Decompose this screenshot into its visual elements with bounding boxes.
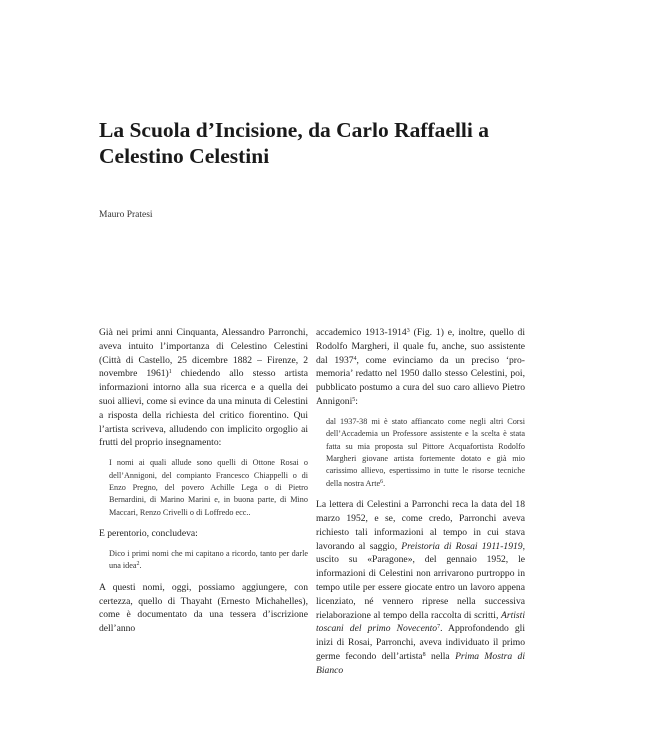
footnote-ref: 6 [380, 478, 384, 485]
text: La lettera di Celestini a Parronchi reca la data del 18 marzo 1952, e se, come credo, Parronchi aveva richiesto tali informazioni al tempo in cui stava lavorando al saggio, [316, 499, 525, 552]
block-quote [326, 416, 525, 490]
text: accademico 1913-1914 [316, 327, 407, 338]
text: Già nei primi anni Cinquanta, Alessandro Parronchi, aveva intuito l’importanza di Celestino Celestini (Città di Castello, 25 dicembre 1882 – Firenze, 2 novembre 1961) [99, 327, 308, 380]
text: nella [425, 650, 456, 662]
article-title [99, 117, 559, 169]
footnote-ref: 5 [352, 396, 356, 403]
text: Dico i primi nomi che mi capitano a ricordo, tanto per darle una idea [109, 549, 308, 571]
paragraph [316, 326, 525, 409]
footnote-ref: 7 [437, 624, 441, 631]
italic-title: Prima Mostra di Bianco [316, 650, 525, 676]
paragraph: A questi nomi, oggi, possiamo aggiungere, con certezza, quello di Thayaht (Ernesto Michahelles), come è documentato da una tessera d’iscrizione dell’anno [99, 581, 308, 635]
left-column [99, 326, 308, 636]
text: . [139, 561, 142, 571]
text: , come evinciamo da un preciso ‘pro-memoria’ redatto nel 1950 dallo stesso Celestini, poi, pubblicato postumo a cura del suo caro allievo Pietro Annigoni [316, 354, 525, 407]
footnote-ref: 8 [422, 651, 426, 658]
block-quote [109, 548, 308, 573]
footnote-ref: 3 [406, 328, 410, 334]
italic-title: Preistoria di Rosai 1911-1919 [401, 540, 523, 552]
text: chiedendo allo stesso artista informazioni intorno alla sua ricerca e a quella dei suoi allievi, come si evince da una minuta di Celestini a risposta della richiesta del critico fiorentino. Qui l’artista scriveva, alludendo con implicito orgoglio ai frutti del proprio insegnamento: [99, 368, 308, 449]
footnote-ref: 1 [168, 369, 172, 376]
block-quote: I nomi ai quali allude sono quelli di Ottone Rosai o dell’Annigoni, del compianto Francesco Chiappelli o di Enzo Pregno, del povero Achille Lega o di Pietro Bernardini, di Marino Marini e, in buona parte, di Mino Maccari, Renzo Crivelli o di Loffredo ecc.. [109, 458, 308, 517]
paragraph [99, 326, 308, 450]
text: . Approfondendo gli inizi di Rosai, Parronchi, aveva individuato il primo germe fecondo dell’artista [316, 623, 525, 662]
footnote-ref: 2 [136, 561, 140, 568]
right-column [316, 326, 525, 678]
author-name: Mauro Pratesi [99, 210, 153, 220]
italic-title: Artisti toscani del primo Novecento [316, 609, 525, 635]
paragraph [316, 498, 525, 677]
text: , uscito su «Paragone», del gennaio 1952, le informazioni di Celestini non arrivarono purtroppo in tempo utile per essere giocate entro un lavoro appena licenziato, né vennero riprese nella successiva rielaborazione al tempo della raccolta di scritti, [316, 540, 525, 621]
text: : [355, 395, 358, 407]
title-line-1: La Scuola d’Incisione, da Carlo Raffaelli a [99, 118, 490, 142]
title-line-2: Celestino Celestini [99, 144, 270, 168]
paragraph: E perentorio, concludeva: [99, 528, 198, 540]
text: dal 1937-38 mi è stato affiancato come negli altri Corsi dell’Accademia un Professore assistente e la scelta è stata fatta su mia proposta sul Pittore Acquafortista Rodolfo Margheri giovane artista fortemente dotato e già mio carissimo allievo, espertissimo in tutte le risorse tecniche della nostra Arte [326, 416, 525, 488]
text: (Fig. 1) e, inoltre, quello di Rodolfo Margheri, il quale fu, anche, suo assistente dal 1937 [316, 327, 525, 366]
footnote-ref: 4 [353, 355, 357, 362]
text: . [383, 478, 386, 488]
